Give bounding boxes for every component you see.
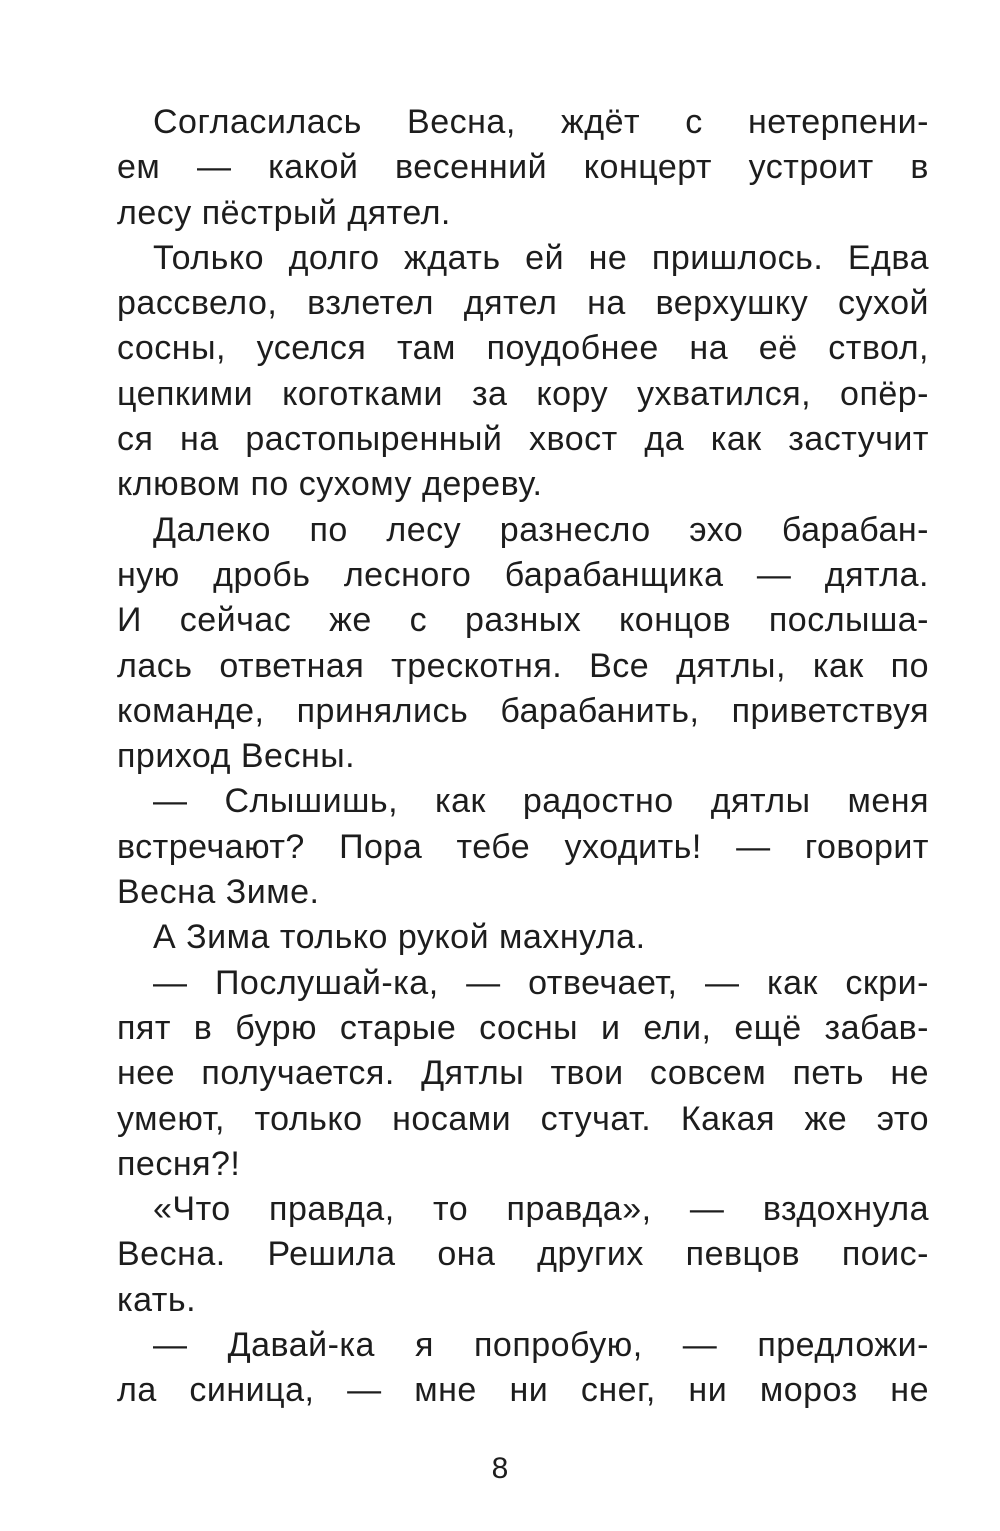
text-line: ем — какой весенний концерт устроит в [117,148,929,187]
text-line: Весна. Решила она других певцов поис- [117,1235,929,1274]
text-line: кать. [117,1280,197,1319]
text-line: А Зима только рукой махнула. [153,918,646,957]
text-line: умеют, только носами стучат. Какая же это [117,1099,929,1138]
text-line: нее получается. Дятлы твои совсем петь не [117,1054,929,1093]
text-line: сосны, уселся там поудобнее на её ствол, [117,329,929,368]
text-line: ла синица, — мне ни снег, ни мороз не [117,1371,929,1410]
text-line: цепкими коготками за кору ухватился, опёр- [117,374,929,413]
text-line: песня?! [117,1144,241,1183]
page-number: 8 [491,1452,509,1485]
text-line: ную дробь лесного барабанщика — дятла. [117,555,929,594]
text-line: «Что правда, то правда», — вздохнула [153,1190,929,1229]
text-line: — Давай-ка я попробую, — предложи- [153,1326,929,1365]
text-line: Далеко по лесу разнесло эхо барабан- [153,510,929,549]
text-line: приход Весны. [117,737,356,776]
text-line: — Слышишь, как радостно дятлы меня [153,782,929,821]
text-line: команде, принялись барабанить, приветствуя [117,691,929,730]
text-line: Только долго ждать ей не пришлось. Едва [153,238,929,277]
text-line: ся на растопыренный хвост да как застучит [117,420,929,459]
text-line: Весна Зиме. [117,873,320,912]
text-line: — Послушай-ка, — отвечает, — как скри- [153,963,929,1002]
text-line: Согласилась Весна, ждёт с нетерпени- [153,103,929,141]
text-line: клювом по сухому дереву. [117,465,543,504]
body-text [117,100,929,1414]
text-line: лась ответная трескотня. Все дятлы, как по [117,646,929,685]
text-line: И сейчас же с разных концов послыша- [117,601,929,640]
text-line: пят в бурю старые сосны и ели, ещё забав- [117,1008,929,1047]
text-line: встречают? Пора тебе уходить! — говорит [117,827,929,866]
text-line: рассвело, взлетел дятел на верхушку сухой [117,284,929,323]
text-line: лесу пёстрый дятел. [117,193,451,232]
